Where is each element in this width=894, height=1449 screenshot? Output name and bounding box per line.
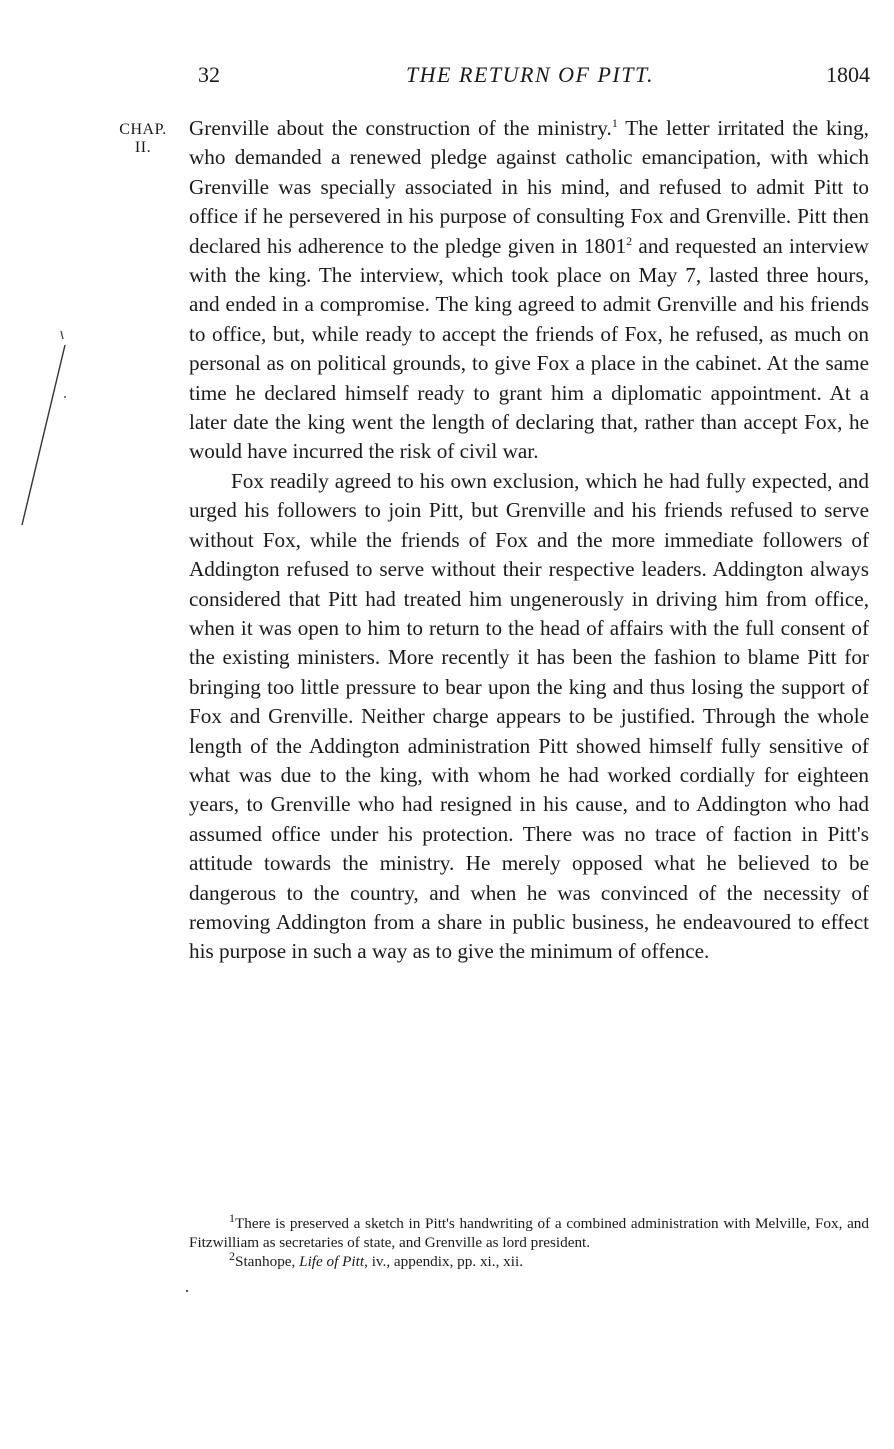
pencil-mark-icon — [15, 325, 75, 530]
chapter-margin-note — [100, 121, 186, 157]
footnote — [189, 1210, 869, 1252]
paragraph: Fox readily agreed to his own exclusion, which he had fully expected, and urged his followers to join Pitt, but Grenville and his friends refused to serve without Fox, while the friends of Fox and the more immediate followers of Addington refused to serve without their respective leaders. Addington always considered that Pitt had treated him ungenerously in driving him from office, when it was open to him to return to the head of affairs with the full consent of the existing ministers. More recently it has been the fashion to blame Pitt for bringing too little pressure to bear upon the king and thus losing the support of Fox and Grenville. Neither charge appears to be justified. Through the whole length of the Addington administration Pitt showed himself fully sensitive of what was due to the king, with whom he had worked cordially for eighteen years, to Grenville who had resigned in his cause, and to Addington who had assumed office under his protection. There was no trace of faction in Pitt's attitude towards the ministry. He merely opposed what he believed to be dangerous to the country, and when he was convinced of the necessity of removing Addington from a share in public business, he endeavoured to effect his purpose in such a way as to give the minimum of offence. — [189, 468, 869, 964]
running-head — [190, 62, 870, 92]
footnote-text: Stanhope, — [235, 1253, 300, 1270]
footnote-ref[interactable]: 1 — [611, 115, 618, 130]
footnote — [189, 1248, 869, 1271]
paragraph-text: Grenville about the construction of the ministry. — [189, 116, 612, 140]
chapter-number: II. — [134, 139, 152, 156]
main-text — [189, 114, 869, 967]
paragraph — [189, 114, 869, 467]
stray-mark — [186, 1290, 188, 1292]
running-title: THE RETURN OF PITT. — [405, 62, 655, 87]
paragraph-text: The letter irritated the king, who demanded a renewed pledge against catholic emancipation, with which Grenville was specially associated in his mind, and refused to admit Pitt to office if he persevered in his purpose of consulting Fox and Grenville. Pitt then declared his adherence to the pledge given in 1801 — [189, 116, 869, 258]
footnote-marker: 1 — [229, 1210, 235, 1225]
footnotes — [189, 1210, 869, 1271]
footnote-text: , iv., appendix, pp. xi., xii. — [364, 1253, 523, 1270]
citation-title: Life of Pitt — [299, 1253, 365, 1270]
page-number: 32 — [198, 62, 220, 87]
footnote-text: There is preserved a sketch in Pitt's handwriting of a combined administration with Melville, Fox, and Fitzwilliam as secretaries of state, and Grenville as lord president. — [189, 1215, 869, 1251]
footnote-ref[interactable]: 2 — [626, 233, 633, 248]
footnote-marker: 2 — [229, 1248, 235, 1263]
paragraph-text: and requested an interview with the king. The interview, which took place on May 7, lasted three hours, and ended in a compromise. The king agreed to admit Grenville and his friends to office, but, while ready to accept the friends of Fox, he refused, as much on personal as on political grounds, to give Fox a place in the cabinet. At the same time he declared himself ready to grant him a diplomatic appointment. At a later date the king went the length of declaring that, rather than accept Fox, he would have incurred the risk of civil war. — [189, 233, 869, 464]
chapter-label: CHAP. — [119, 121, 167, 138]
running-year: 1804 — [826, 62, 870, 87]
